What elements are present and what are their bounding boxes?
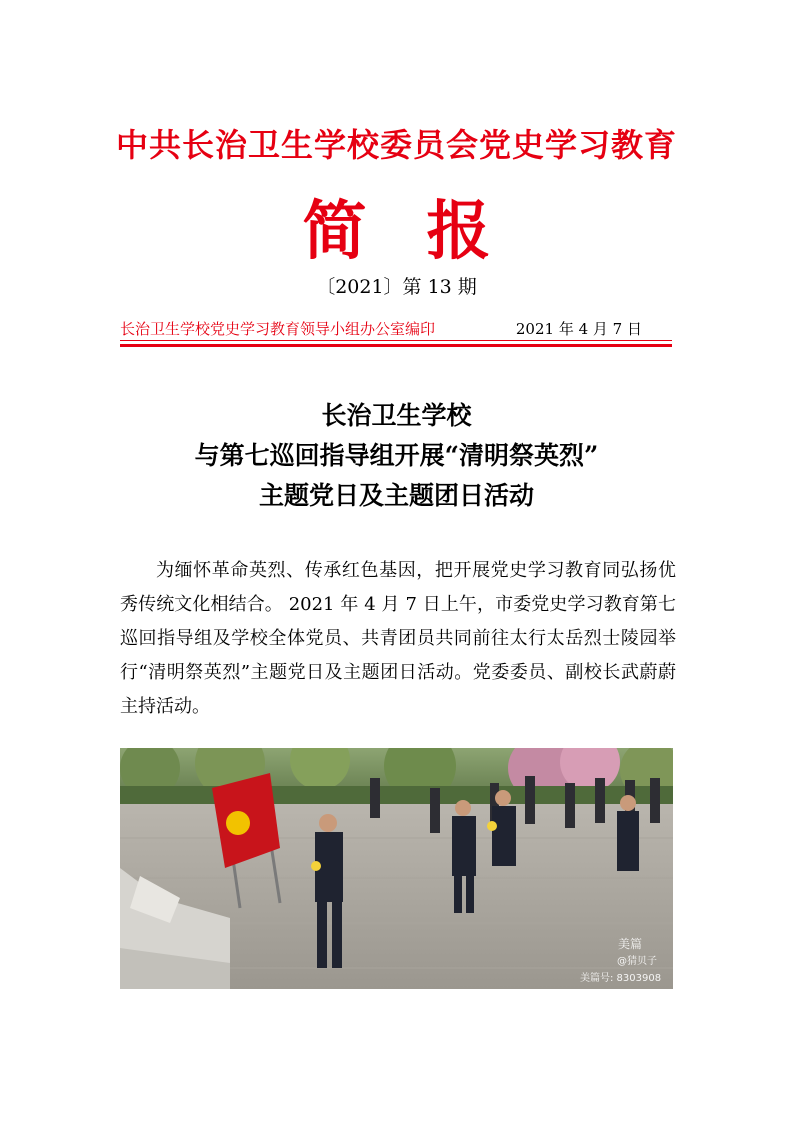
article-title-line: 长治卫生学校 [321, 401, 472, 430]
editor-office: 长治卫生学校党史学习教育领导小组办公室编印 [120, 320, 436, 338]
issue-number: 〔2021〕第 13 期 [316, 276, 477, 298]
article-title [0, 396, 793, 516]
header-rule-thin [120, 340, 672, 341]
article-paragraph: 为缅怀革命英烈、传承红色基因，把开展党史学习教育同弘扬优秀传统文化相结合。 2021 年 4 月 7 日上午，市委党史学习教育第七巡回指导组及学校全体党员、共青团员共同前往太行太岳烈士陵园举行“清明祭英烈”主题党日及主题团日活动。党委委员、副校长武蔚蔚主持活动。 [120, 560, 676, 717]
watermark-user: @猜贝子 [617, 956, 657, 967]
event-photo [120, 748, 673, 989]
header-rule-thick [120, 344, 672, 347]
event-photo-image [120, 748, 673, 989]
editor-line [120, 318, 672, 339]
publish-date: 2021 年 4 月 7 日 [515, 320, 642, 338]
article-title-line: 与第七巡回指导组开展“清明祭英烈” [194, 441, 599, 470]
bulletin-title: 简报 [302, 195, 551, 269]
org-title: 中共长治卫生学校委员会党史学习教育 [115, 126, 677, 164]
article-title-line: 主题党日及主题团日活动 [258, 481, 534, 510]
watermark-brand: 美篇 [618, 937, 643, 951]
watermark-id: 美篇号: 8303908 [580, 973, 662, 984]
